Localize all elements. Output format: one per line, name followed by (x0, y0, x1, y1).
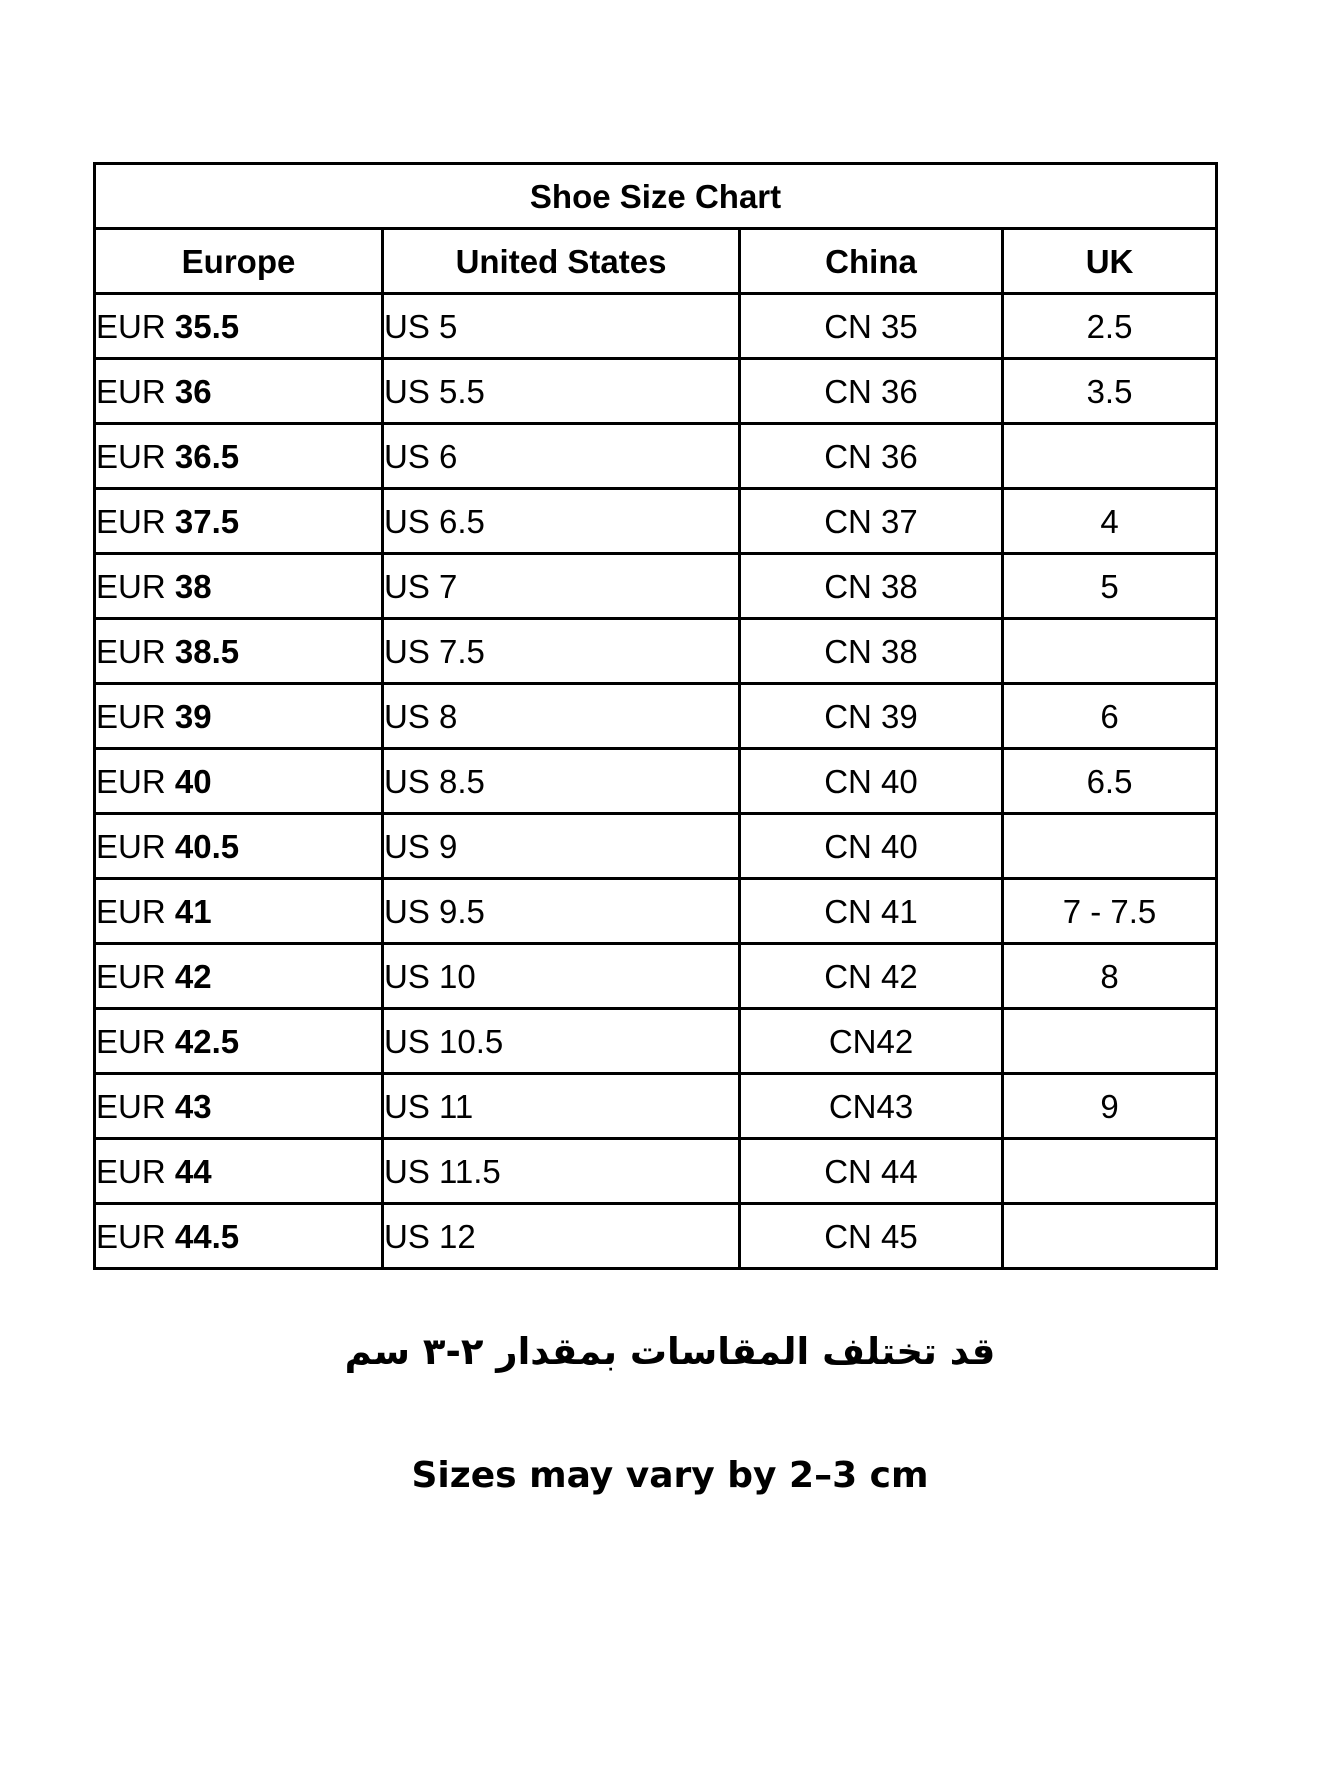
cell-china: CN 35 (740, 294, 1003, 359)
cell-united-states: US 9.5 (383, 879, 740, 944)
cell-china: CN 38 (740, 619, 1003, 684)
table-row (95, 554, 1217, 619)
table-row (95, 489, 1217, 554)
cell-europe (95, 554, 383, 619)
table-row (95, 749, 1217, 814)
table-row (95, 944, 1217, 1009)
eur-value: 44 (174, 1152, 212, 1190)
table-row (95, 1074, 1217, 1139)
eur-prefix: EUR (96, 632, 166, 670)
table-body (95, 164, 1217, 1269)
cell-united-states: US 11.5 (383, 1139, 740, 1204)
eur-prefix: EUR (96, 567, 166, 605)
eur-value: 36 (174, 372, 212, 410)
table-row (95, 684, 1217, 749)
column-header-china: China (740, 229, 1003, 294)
cell-united-states: US 7.5 (383, 619, 740, 684)
eur-prefix: EUR (96, 437, 166, 475)
table-row (95, 294, 1217, 359)
eur-value: 40 (174, 762, 212, 800)
cell-china: CN 37 (740, 489, 1003, 554)
eur-value: 44.5 (174, 1217, 240, 1255)
eur-prefix: EUR (96, 372, 166, 410)
eur-value: 38.5 (174, 632, 240, 670)
eur-value: 42.5 (174, 1022, 240, 1060)
table-row (95, 619, 1217, 684)
cell-europe (95, 424, 383, 489)
eur-prefix: EUR (96, 697, 166, 735)
cell-europe (95, 749, 383, 814)
cell-europe (95, 1204, 383, 1269)
column-header-united-states: United States (383, 229, 740, 294)
cell-uk: 3.5 (1003, 359, 1217, 424)
eur-prefix: EUR (96, 1087, 166, 1125)
cell-united-states: US 5 (383, 294, 740, 359)
eur-value: 35.5 (174, 307, 240, 345)
cell-uk: 5 (1003, 554, 1217, 619)
cell-europe (95, 1009, 383, 1074)
cell-united-states: US 5.5 (383, 359, 740, 424)
note-arabic: قد تختلف المقاسات بمقدار ٢-٣ سم (344, 1330, 996, 1373)
cell-europe (95, 879, 383, 944)
cell-uk (1003, 814, 1217, 879)
eur-prefix: EUR (96, 1217, 166, 1255)
eur-prefix: EUR (96, 892, 166, 930)
cell-united-states: US 9 (383, 814, 740, 879)
cell-china: CN 40 (740, 814, 1003, 879)
cell-united-states: US 10.5 (383, 1009, 740, 1074)
table-title-row (95, 164, 1217, 229)
cell-europe (95, 359, 383, 424)
note-english: Sizes may vary by 2–3 cm (411, 1455, 929, 1496)
eur-prefix: EUR (96, 762, 166, 800)
cell-uk: 4 (1003, 489, 1217, 554)
cell-united-states: US 12 (383, 1204, 740, 1269)
cell-europe (95, 1139, 383, 1204)
cell-china: CN 38 (740, 554, 1003, 619)
cell-china: CN 42 (740, 944, 1003, 1009)
cell-uk (1003, 424, 1217, 489)
table-row (95, 1204, 1217, 1269)
table-row (95, 424, 1217, 489)
cell-united-states: US 6.5 (383, 489, 740, 554)
eur-prefix: EUR (96, 307, 166, 345)
table-row (95, 814, 1217, 879)
eur-value: 36.5 (174, 437, 240, 475)
cell-united-states: US 7 (383, 554, 740, 619)
cell-china: CN 41 (740, 879, 1003, 944)
cell-united-states: US 11 (383, 1074, 740, 1139)
cell-uk: 6 (1003, 684, 1217, 749)
eur-value: 43 (174, 1087, 212, 1125)
cell-uk: 8 (1003, 944, 1217, 1009)
cell-united-states: US 10 (383, 944, 740, 1009)
column-header-europe: Europe (95, 229, 383, 294)
shoe-size-chart (93, 162, 1215, 1270)
eur-value: 42 (174, 957, 212, 995)
size-chart-table (93, 162, 1218, 1270)
column-header-uk: UK (1003, 229, 1217, 294)
cell-europe (95, 619, 383, 684)
cell-europe (95, 1074, 383, 1139)
table-row (95, 1139, 1217, 1204)
cell-uk: 9 (1003, 1074, 1217, 1139)
cell-europe (95, 814, 383, 879)
cell-uk (1003, 1139, 1217, 1204)
chart-title: Shoe Size Chart (95, 164, 1217, 229)
cell-china: CN 39 (740, 684, 1003, 749)
table-header-row (95, 229, 1217, 294)
eur-value: 37.5 (174, 502, 240, 540)
cell-united-states: US 8 (383, 684, 740, 749)
eur-prefix: EUR (96, 502, 166, 540)
cell-china: CN 40 (740, 749, 1003, 814)
cell-china: CN 36 (740, 424, 1003, 489)
table-row (95, 1009, 1217, 1074)
eur-prefix: EUR (96, 1152, 166, 1190)
eur-value: 40.5 (174, 827, 240, 865)
cell-united-states: US 6 (383, 424, 740, 489)
cell-uk: 2.5 (1003, 294, 1217, 359)
cell-china: CN43 (740, 1074, 1003, 1139)
cell-uk (1003, 1204, 1217, 1269)
eur-prefix: EUR (96, 827, 166, 865)
cell-uk (1003, 619, 1217, 684)
cell-uk (1003, 1009, 1217, 1074)
eur-prefix: EUR (96, 1022, 166, 1060)
eur-prefix: EUR (96, 957, 166, 995)
table-row (95, 879, 1217, 944)
cell-united-states: US 8.5 (383, 749, 740, 814)
cell-europe (95, 944, 383, 1009)
table-row (95, 359, 1217, 424)
cell-europe (95, 489, 383, 554)
eur-value: 39 (174, 697, 212, 735)
eur-value: 41 (174, 892, 212, 930)
cell-china: CN 36 (740, 359, 1003, 424)
cell-europe (95, 684, 383, 749)
cell-uk: 7 - 7.5 (1003, 879, 1217, 944)
cell-europe (95, 294, 383, 359)
cell-china: CN42 (740, 1009, 1003, 1074)
cell-china: CN 45 (740, 1204, 1003, 1269)
cell-china: CN 44 (740, 1139, 1003, 1204)
eur-value: 38 (174, 567, 212, 605)
cell-uk: 6.5 (1003, 749, 1217, 814)
